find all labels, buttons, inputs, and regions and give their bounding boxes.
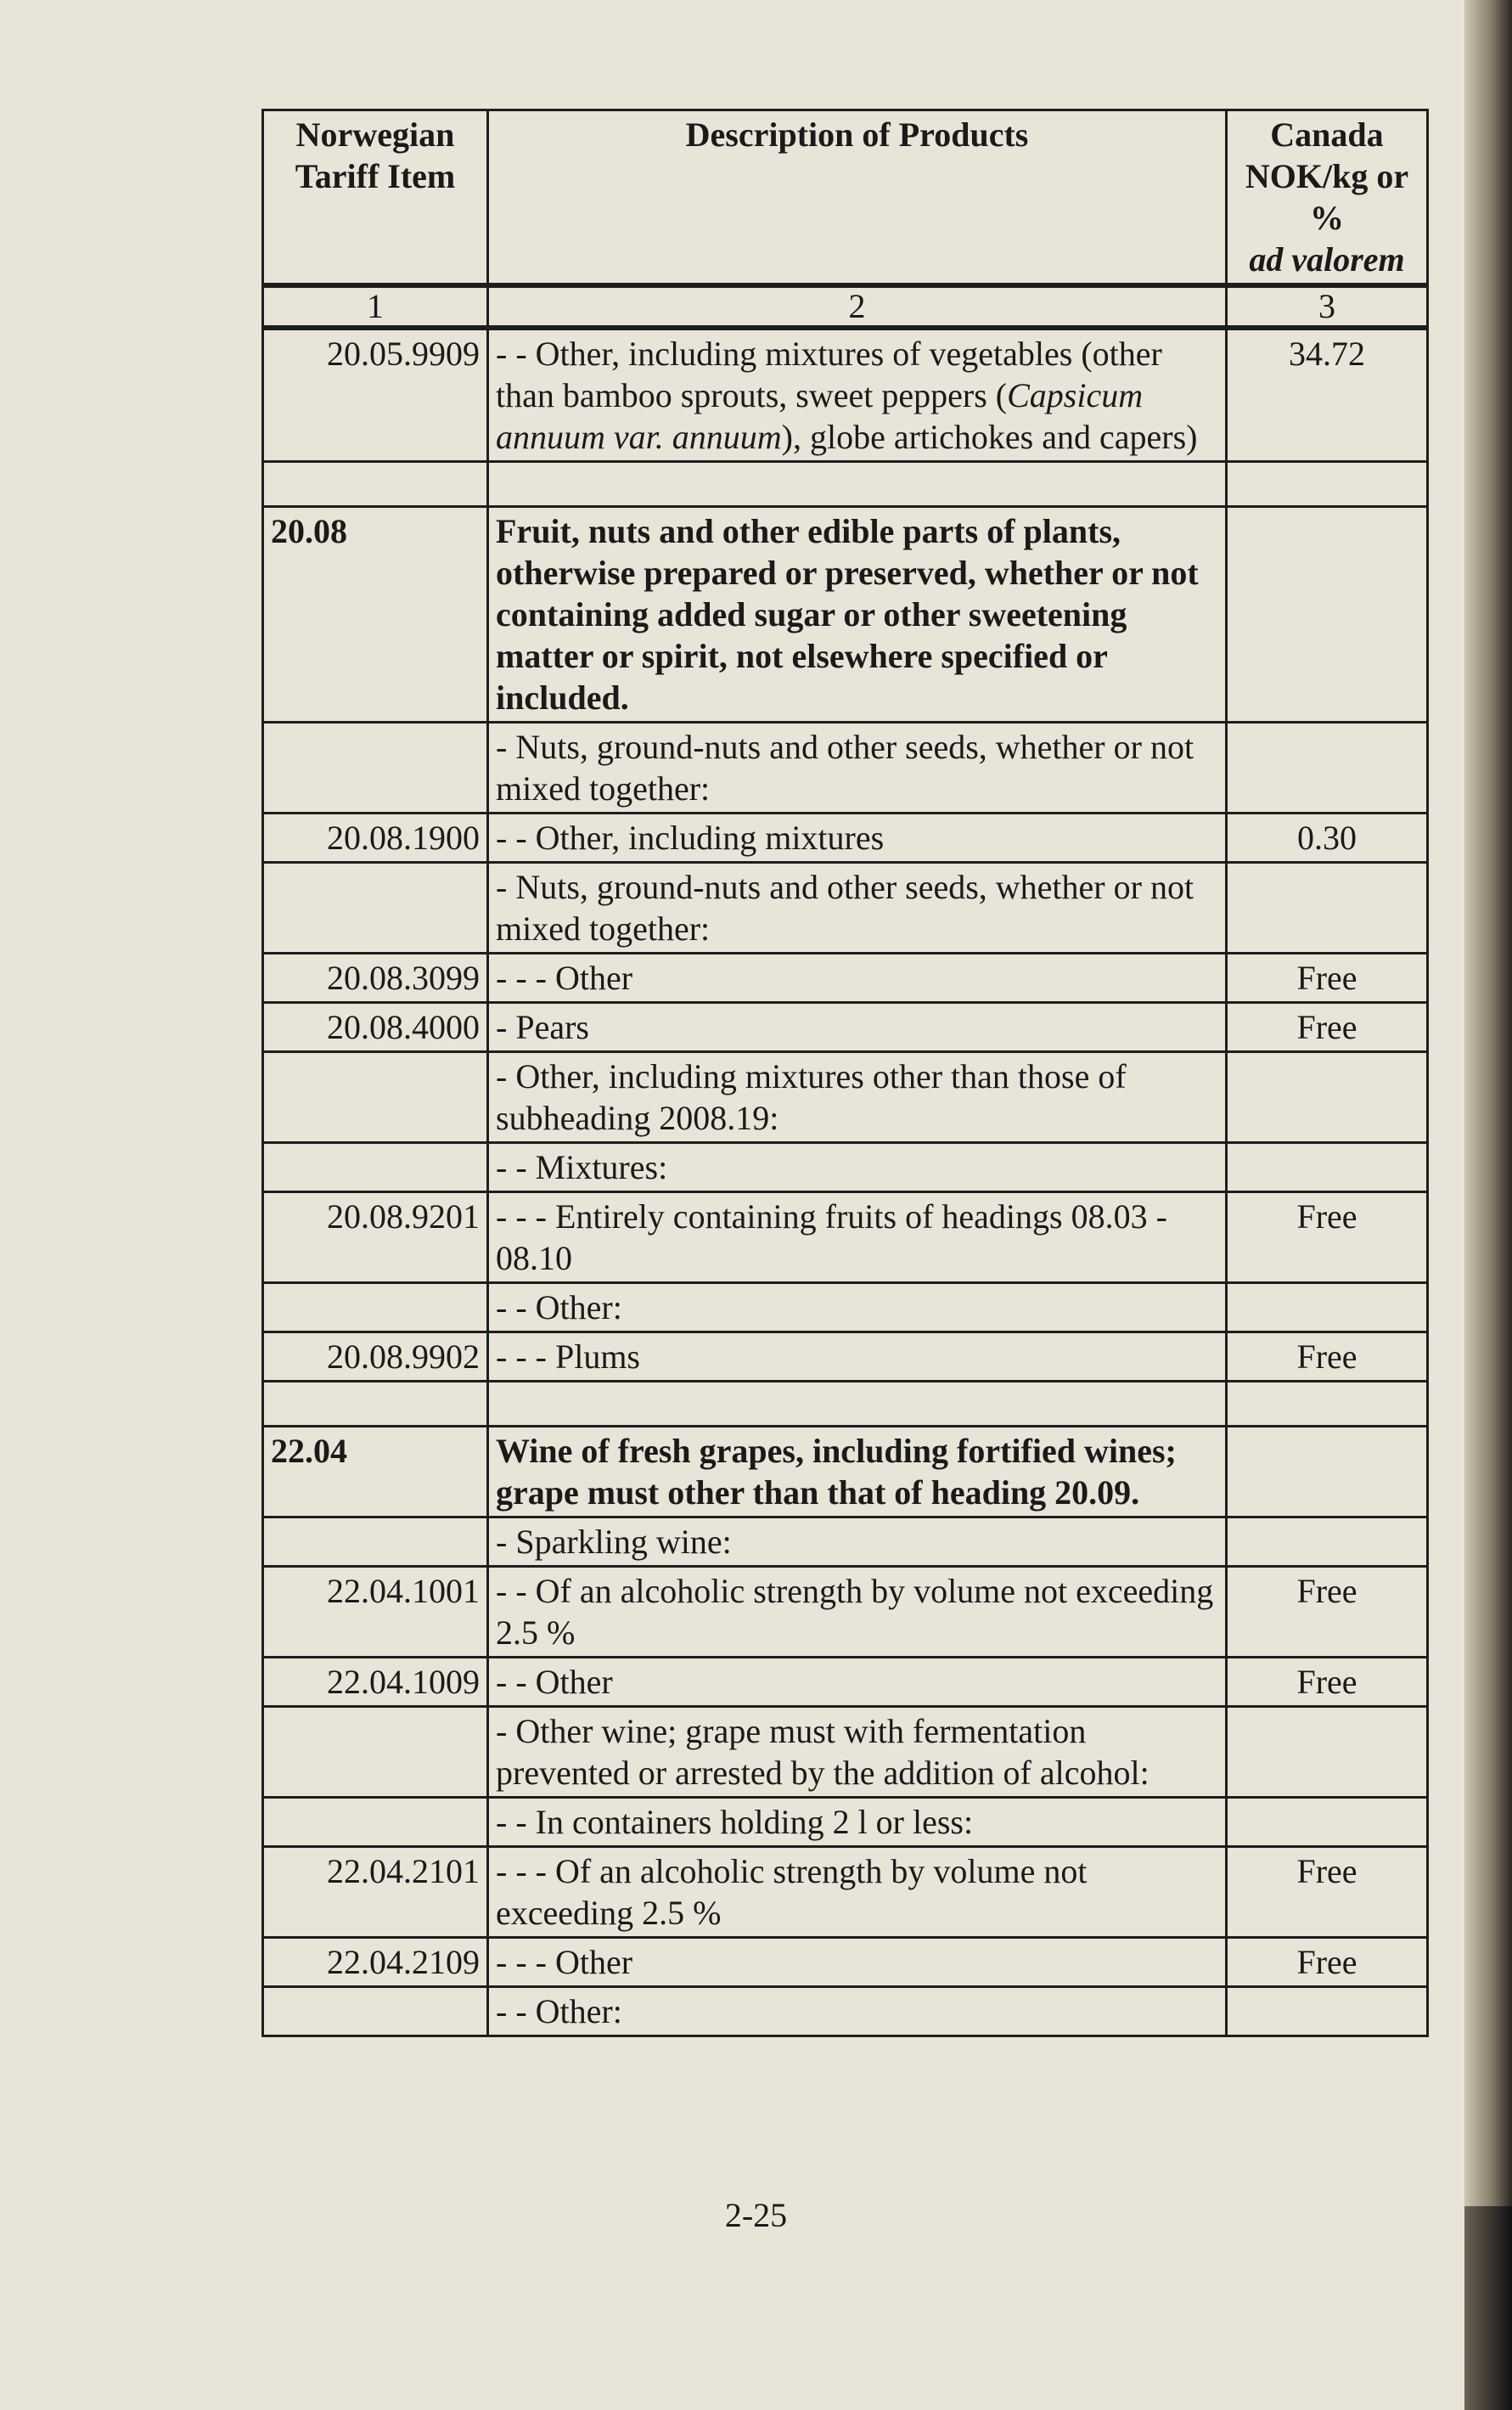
column-number-row [263,285,1428,328]
product-description [488,1382,1227,1427]
table-row [263,1332,1428,1382]
canada-rate [1227,1143,1428,1192]
product-description: - - In containers holding 2 l or less: [488,1798,1227,1847]
tariff-heading-code: 22.04 [263,1427,488,1518]
header-canada-rate [1227,110,1428,286]
canada-rate: Free [1227,1938,1428,1987]
table-row [263,1283,1428,1332]
canada-rate [1227,462,1428,507]
description-text: - - Other, including mixtures of vegetables (other than bamboo sprouts, sweet peppers ( [496,335,1162,414]
table-row [263,1382,1428,1427]
table-row [263,1192,1428,1283]
table-row [263,1798,1428,1847]
column-number: 1 [263,285,488,328]
table-row [263,814,1428,863]
tariff-item-code [263,1143,488,1192]
heading-description: Fruit, nuts and other edible parts of plants, otherwise prepared or preserved, whether or not containing added sugar or other sweetening matter or spirit, not elsewhere specified or included. [488,507,1227,723]
canada-rate [1227,507,1428,723]
canada-rate: Free [1227,1332,1428,1382]
product-description: - - Other, including mixtures [488,814,1227,863]
table-row [263,1707,1428,1798]
table-row [263,1658,1428,1707]
tariff-item-code [263,1283,488,1332]
product-description: - - - Other [488,954,1227,1003]
tariff-table [261,109,1429,2037]
description-text: ), globe artichokes and capers) [781,418,1198,456]
table-row [263,328,1428,462]
canada-rate: Free [1227,1847,1428,1938]
canada-rate [1227,1382,1428,1427]
product-description [488,328,1227,462]
product-description: - Nuts, ground-nuts and other seeds, whether or not mixed together: [488,723,1227,814]
page-edge-shadow [1464,0,1512,2410]
canada-rate [1227,1283,1428,1332]
tariff-heading-code: 20.08 [263,507,488,723]
product-description: - - Of an alcoholic strength by volume not exceeding 2.5 % [488,1567,1227,1658]
tariff-item-code [263,1518,488,1567]
tariff-item-code [263,1798,488,1847]
table-header-row [263,110,1428,286]
heading-description: Wine of fresh grapes, including fortified wines; grape must other than that of heading 20.09. [488,1427,1227,1518]
product-description: - Other wine; grape must with fermentation prevented or arrested by the addition of alcohol: [488,1707,1227,1798]
canada-rate: Free [1227,1003,1428,1052]
tariff-item-code [263,1987,488,2036]
table-row [263,462,1428,507]
tariff-item-code [263,723,488,814]
canada-rate [1227,1987,1428,2036]
tariff-item-code: 22.04.1009 [263,1658,488,1707]
tariff-item-code: 22.04.1001 [263,1567,488,1658]
canada-rate [1227,1427,1428,1518]
product-description: - Sparkling wine: [488,1518,1227,1567]
product-description: - - - Of an alcoholic strength by volume not exceeding 2.5 % [488,1847,1227,1938]
product-description: - - - Entirely containing fruits of headings 08.03 - 08.10 [488,1192,1227,1283]
product-description: - Pears [488,1003,1227,1052]
canada-rate [1227,1798,1428,1847]
column-number: 3 [1227,285,1428,328]
tariff-item-code: 20.08.1900 [263,814,488,863]
canada-rate: Free [1227,1192,1428,1283]
table-row [263,863,1428,954]
tariff-item-code: 20.05.9909 [263,328,488,462]
canada-rate: Free [1227,1567,1428,1658]
product-description: - Nuts, ground-nuts and other seeds, whether or not mixed together: [488,863,1227,954]
table-row [263,723,1428,814]
canada-rate [1227,1052,1428,1143]
canada-rate [1227,723,1428,814]
product-description [488,462,1227,507]
tariff-item-code: 20.08.3099 [263,954,488,1003]
tariff-item-code: 22.04.2109 [263,1938,488,1987]
tariff-item-code: 20.08.9902 [263,1332,488,1382]
tariff-item-code [263,462,488,507]
canada-rate: Free [1227,1658,1428,1707]
table-row [263,507,1428,723]
tariff-item-code: 20.08.9201 [263,1192,488,1283]
table-row [263,1567,1428,1658]
table-row [263,1987,1428,2036]
canada-rate [1227,1707,1428,1798]
table-row [263,1518,1428,1567]
table-row [263,1427,1428,1518]
page-number: 2-25 [724,2196,788,2234]
product-description: - - - Plums [488,1332,1227,1382]
tariff-item-code: 22.04.2101 [263,1847,488,1938]
canada-rate: 34.72 [1227,328,1428,462]
tariff-item-code: 20.08.4000 [263,1003,488,1052]
product-description: - Other, including mixtures other than those of subheading 2008.19: [488,1052,1227,1143]
table-row [263,1938,1428,1987]
header-ad-valorem: ad valorem [1249,240,1405,279]
description-italic-text: Capsicum annuum var. annuum [496,376,1144,456]
product-description: - - Other: [488,1283,1227,1332]
canada-rate: 0.30 [1227,814,1428,863]
header-tariff-item: Norwegian Tariff Item [263,110,488,286]
table-row [263,1052,1428,1143]
product-description: - - Mixtures: [488,1143,1227,1192]
header-description: Description of Products [488,110,1227,286]
product-description: - - Other: [488,1987,1227,2036]
tariff-item-code [263,863,488,954]
page-corner-shadow [1464,2206,1512,2410]
canada-rate [1227,863,1428,954]
tariff-item-code [263,1707,488,1798]
table-row [263,954,1428,1003]
product-description: - - - Other [488,1938,1227,1987]
column-number: 2 [488,285,1227,328]
product-description: - - Other [488,1658,1227,1707]
canada-rate [1227,1518,1428,1567]
table-row [263,1847,1428,1938]
header-canada-rate-main: Canada NOK/kg or % [1245,115,1409,237]
canada-rate: Free [1227,954,1428,1003]
table-row [263,1003,1428,1052]
tariff-item-code [263,1382,488,1427]
tariff-item-code [263,1052,488,1143]
table-row [263,1143,1428,1192]
